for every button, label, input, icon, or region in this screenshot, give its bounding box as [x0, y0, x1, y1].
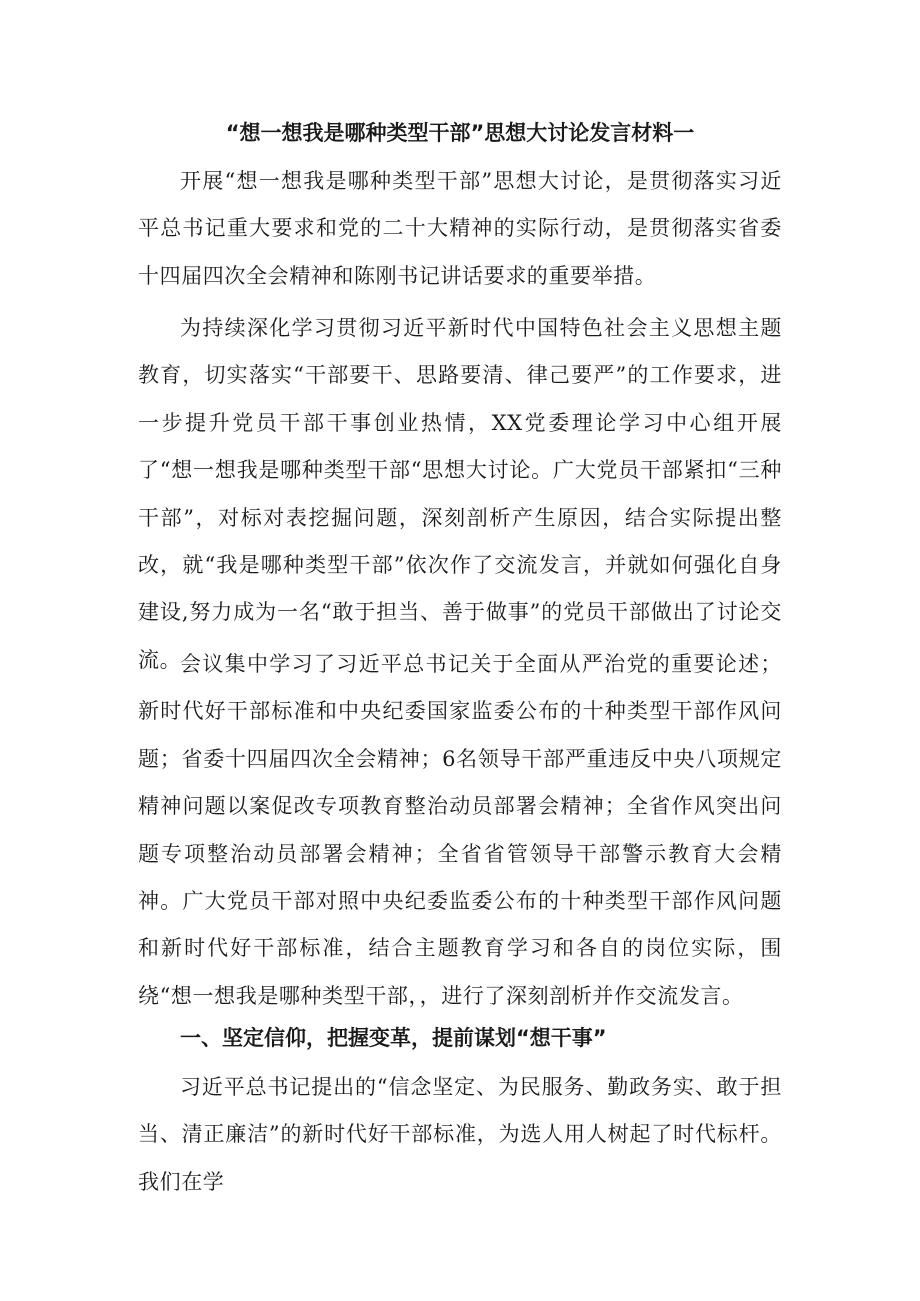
- paragraph-section-one: 习近平总书记提出的“信念坚定、为民服务、勤政务实、敢于担当、清正廉洁”的新时代好干部标准，为选人用人树起了时代标杆。我们在学: [138, 1075, 782, 1194]
- section-heading: 一、坚定信仰，把握变革，提前谋划“想干事”: [180, 1026, 607, 1050]
- document-title: “想一想我是哪种类型干部”思想大讨论发言材料一: [225, 121, 695, 145]
- paragraph-intro: 开展“想一想我是哪种类型干部”思想大讨论，是贯彻落实习近平总书记重大要求和党的二十大精神的实际行动，是贯彻落实省委十四届四次全会精神和陈刚书记讲话要求的重要举措。: [138, 169, 782, 288]
- paragraph-purpose: 为持续深化学习贯彻习近平新时代中国特色社会主义思想主题教育，切实落实“干部要干、思路要清、律己要严”的工作要求，进一步提升党员干部干事创业热情，XX党委理论学习中心组开展了“想一想我是哪种类型干部“思想大讨论。广大党员干部紧扣“三种干部”，对标对表挖掘问题，深刻剖析产生原因，结合实际提出整改，就“我是哪种类型干部”依次作了交流发言，并就如何强化自身建设,努力成为一名“敢于担当、善于做事”的党员干部做出了讨论交流。: [138, 316, 782, 672]
- paragraph-meeting: 会议集中学习了习近平总书记关于全面从严治党的重要论述；新时代好干部标准和中央纪委国家监委公布的十种类型干部作风问题；省委十四届四次全会精神；6名领导干部严重违反中央八项规定精神问题以案促改专项教育整治动员部署会精神；全省作风突出问题专项整治动员部署会精神；全省省管领导干部警示教育大会精神。广大党员干部对照中央纪委监委公布的十种类型干部作风问题和新时代好干部标准，结合主题教育学习和各自的岗位实际，围绕“想一想我是哪种类型干部，，进行了深刻剖析并作交流发言。: [138, 652, 782, 1008]
